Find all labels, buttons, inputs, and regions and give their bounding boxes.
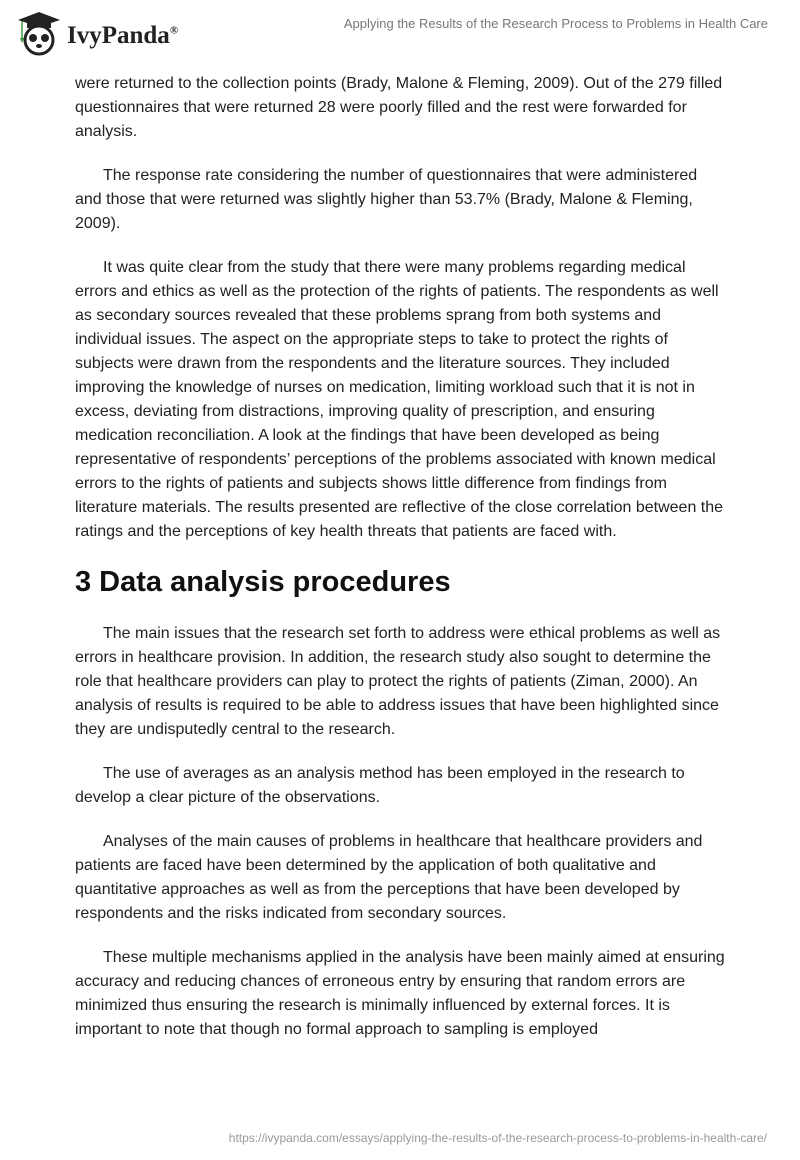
document-title: Applying the Results of the Research Process to Problems in Health Care: [343, 16, 768, 31]
paragraph: Analyses of the main causes of problems in healthcare that healthcare providers and patients are faced have been determined by the application of both qualitative and quantitative approaches as well as from the perceptions that have been developed by respondents and the risks indicated from secondary sources.: [75, 833, 703, 922]
page-header: [0, 0, 800, 60]
section-heading: 3 Data analysis procedures: [75, 566, 451, 598]
brand-name: IvyPanda: [67, 22, 170, 49]
essay-body: [75, 72, 727, 1062]
registered-mark: ®: [169, 24, 179, 37]
paragraph: were returned to the collection points (Brady, Malone & Fleming, 2009). Out of the 279 filled questionnaires that were returned 28 were poorly filled and the rest were forwarded for analysis.: [75, 75, 723, 140]
paragraph: The use of averages as an analysis method has been employed in the research to develop a clear picture of the observations.: [75, 765, 685, 806]
paragraph: These multiple mechanisms applied in the analysis have been mainly aimed at ensuring accuracy and reducing chances of erroneous entry by ensuring that random errors are minimized thus ensuring the research is minimally influenced by external forces. It is important to note that though no formal approach to sampling is employed: [75, 949, 725, 1038]
paragraph: The response rate considering the number of questionnaires that were administered and those that were returned was slightly higher than 53.7% (Brady, Malone & Fleming, 2009).: [75, 167, 698, 232]
panda-graduate-icon: [14, 8, 64, 56]
source-url[interactable]: https://ivypanda.com/essays/applying-the-results-of-the-research-process-to-problems-in-health-care/: [228, 1131, 767, 1145]
ivypanda-logo[interactable]: [14, 8, 178, 56]
paragraph: The main issues that the research set forth to address were ethical problems as well as errors in healthcare provision. In addition, the research study also sought to determine the role that healthcare providers can play to protect the rights of patients (Ziman, 2000). An analysis of results is required to be able to address issues that have been highlighted since they are undisputedly central to the research.: [75, 625, 721, 738]
paragraph: It was quite clear from the study that there were many problems regarding medical errors and ethics as well as the protection of the rights of patients. The respondents as well as secondary sources revealed that these problems sprang from both systems and individual issues. The aspect on the appropriate steps to take to protect the rights of subjects were drawn from the respondents and the literature sources. They included improving the knowledge of nurses on medication, limiting workload such that it is not in excess, deviating from distractions, improving quality of prescription, and ensuring medication reconciliation. A look at the findings that have been developed as being representative of respondents’ perceptions of the problems associated with known medical errors to the rights of patients and subjects shows little difference from findings from literature materials. The results presented are reflective of the close correlation between the ratings and the perceptions of key health threats that patients are faced with.: [75, 259, 724, 540]
